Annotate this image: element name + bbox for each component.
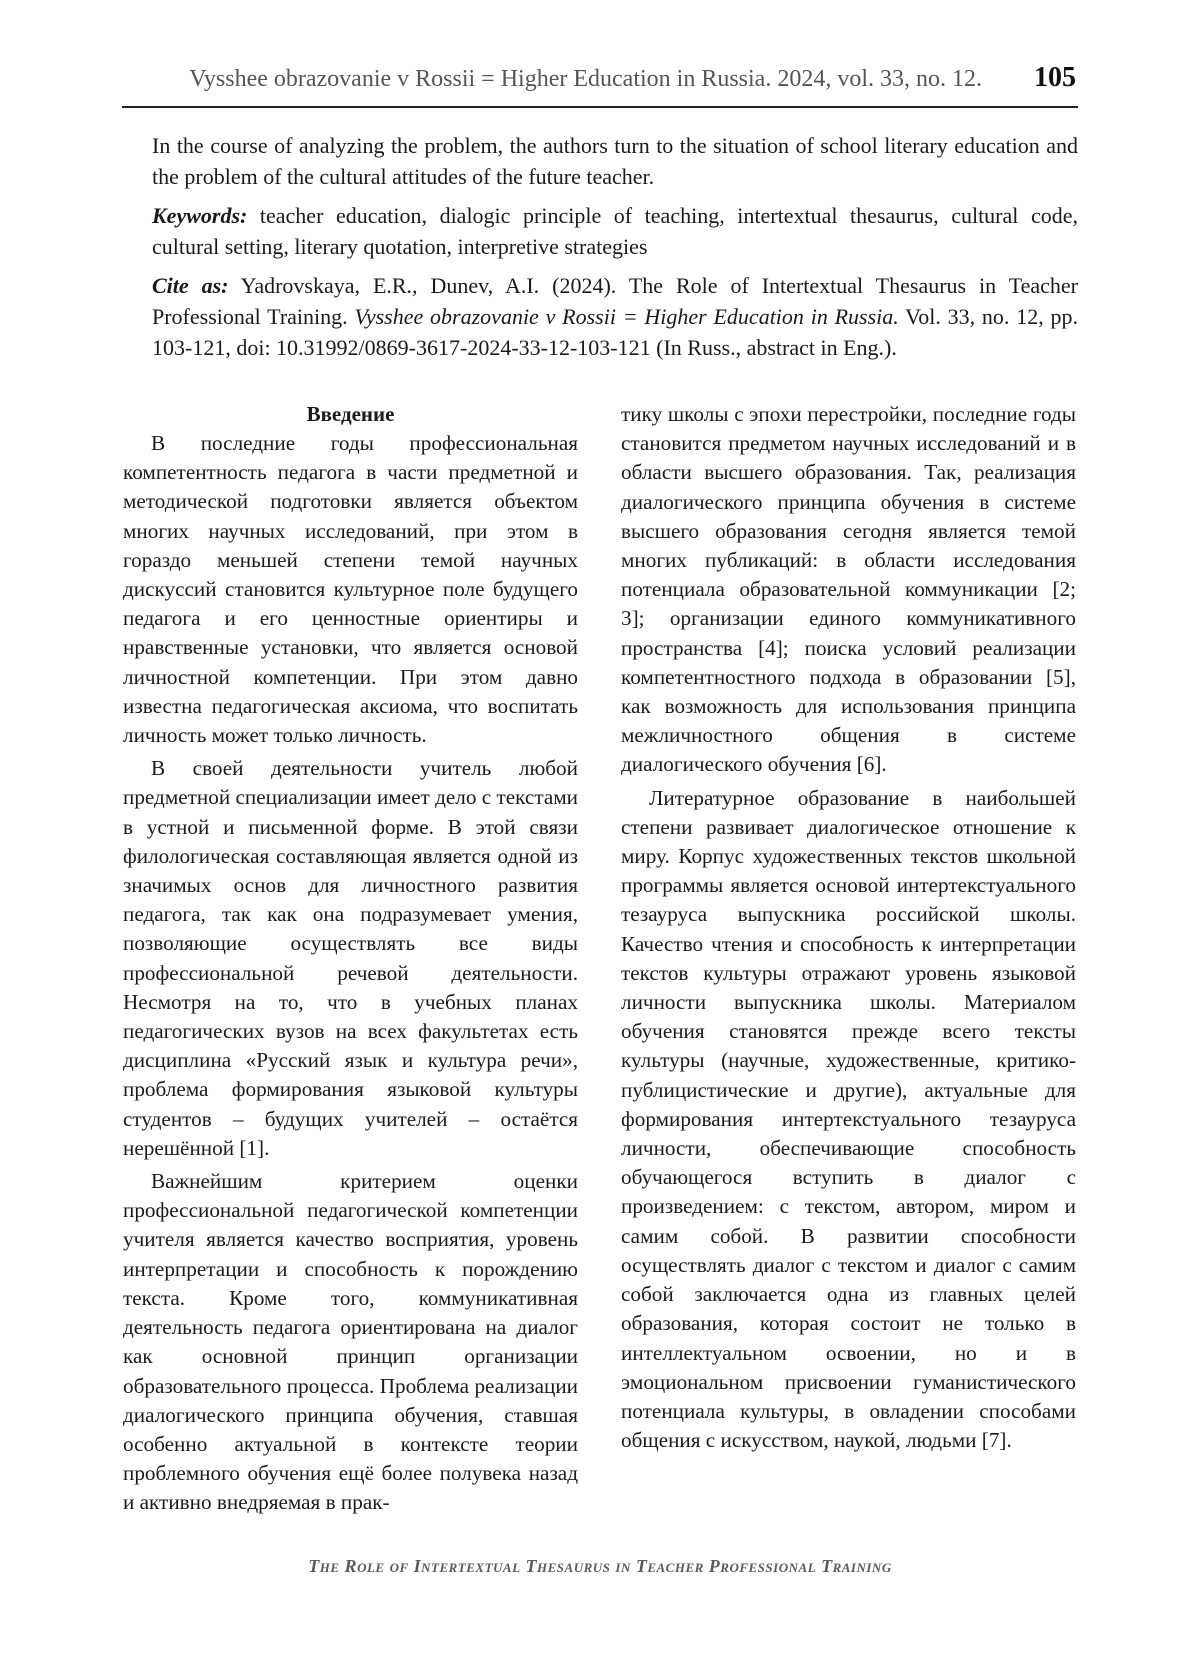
paragraph: Литературное образование в наибольшей степени развивает диалогическое отношение к миру. Корпус художественных текстов школьной программы является основой интертекстуального тезауруса выпускника российской школы. Качество чтения и способность к интерпретации текстов культуры отражают уровень языковой личности выпускника школы. Материалом обучения становятся прежде всего тексты культуры (научные, художественные, критико-публицистические и другие), актуальные для формирования интертекстуального тезауруса личности, обеспечивающие способность обучающегося вступить в диалог с произведением: с текстом, автором, миром и самим собой. В развитии способности осуществлять диалог с текстом и диалог с самим собой заключается одна из главных целей образования, которая состоит не только в интеллектуальном освоении, но и в эмоциональном присвоении гуманистического потенциала культуры, в овладении способами общения с искусством, наукой, людьми [7]. — [621, 785, 1076, 1453]
running-header — [122, 58, 1078, 108]
section-title: Введение — [306, 402, 395, 426]
left-column — [123, 400, 578, 1522]
paragraph: В последние годы профессиональная компетентность педагога в части предметной и методической подготовки является объектом многих научных исследований, при этом в гораздо меньшей степени темой научных дискуссий становится культурное поле будущего педагога и его ценностные ориентиры и нравственные установки, что является основой личностной компетенции. При этом давно известна педагогическая аксиома, что воспитать личность может только личность. — [123, 431, 578, 748]
citation — [152, 270, 1078, 363]
cite-text-2: Vol. 33, no. 12, pp. 103-121, doi: 10.31992/0869-3617-2024-33-12-103-121 (In Russ., abstract in Eng.). — [152, 304, 1078, 360]
right-column — [621, 400, 1076, 1459]
abstract-end-text: In the course of analyzing the problem, the authors turn to the situation of school literary education and the problem of the cultural attitudes of the future teacher. — [152, 133, 1078, 189]
cite-journal: Vysshee obrazovanie v Rossii = Higher Education in Russia. — [354, 304, 899, 329]
paragraph: Важнейшим критерием оценки профессиональной педагогической компетенции учителя является качество восприятия, уровень интерпретации и способность к порождению текста. Кроме того, коммуникативная деятельность педагога ориентирована на диалог как основной принцип организации образовательного процесса. Проблема реализации диалогического принципа обучения, ставшая особенно актуальной в контексте теории проблемного обучения ещё более полувека назад и активно внедряемая в прак- — [123, 1169, 578, 1515]
abstract-block — [152, 130, 1078, 371]
keywords — [152, 200, 1078, 262]
keywords-text: teacher education, dialogic principle of teaching, intertextual thesaurus, cultural code, cultural setting, literary quotation, interpretive strategies — [152, 203, 1078, 259]
page-number: 105 — [1034, 62, 1076, 93]
journal-title: Vysshee obrazovanie v Rossii = Higher Education in Russia. 2024, vol. 33, no. 12. — [189, 66, 982, 92]
keywords-label: Keywords: — [152, 203, 248, 228]
paragraph: В своей деятельности учитель любой предметной специализации имеет дело с текстами в устной и письменной форме. В этой связи филологическая составляющая является одной из значимых основ для личностного развития педагога, так как она подразумевает умения, позволяющие осуществлять все виды профессиональной речевой деятельности. Несмотря на то, что в учебных планах педагогических вузов на всех факультетах есть дисциплина «Русский язык и культура речи», проблема формирования языковой культуры студентов – будущих учителей – остаётся нерешённой [1]. — [123, 756, 578, 1160]
paragraph-continuation: тику школы с эпохи перестройки, последние годы становится предметом научных исследований и в области высшего образования. Так, реализация диалогического принципа обучения в системе высшего образования сегодня является темой многих публикаций: в области исследования потенциала образовательной коммуникации [2; 3]; организации единого коммуникативного пространства [4]; поиска условий реализации компетентностного подхода в образовании [5], как возможность для использования принципа межличностного общения в системе диалогического обучения [6]. — [621, 402, 1076, 777]
cite-text-1: Yadrovskaya, E.R., Dunev, A.I. (2024). The Role of Intertextual Thesaurus in Teacher Professional Training. — [152, 273, 1078, 329]
cite-label: Cite as: — [152, 273, 229, 298]
running-footer: The Role of Intertextual Thesaurus in Teacher Professional Training — [308, 1556, 892, 1576]
